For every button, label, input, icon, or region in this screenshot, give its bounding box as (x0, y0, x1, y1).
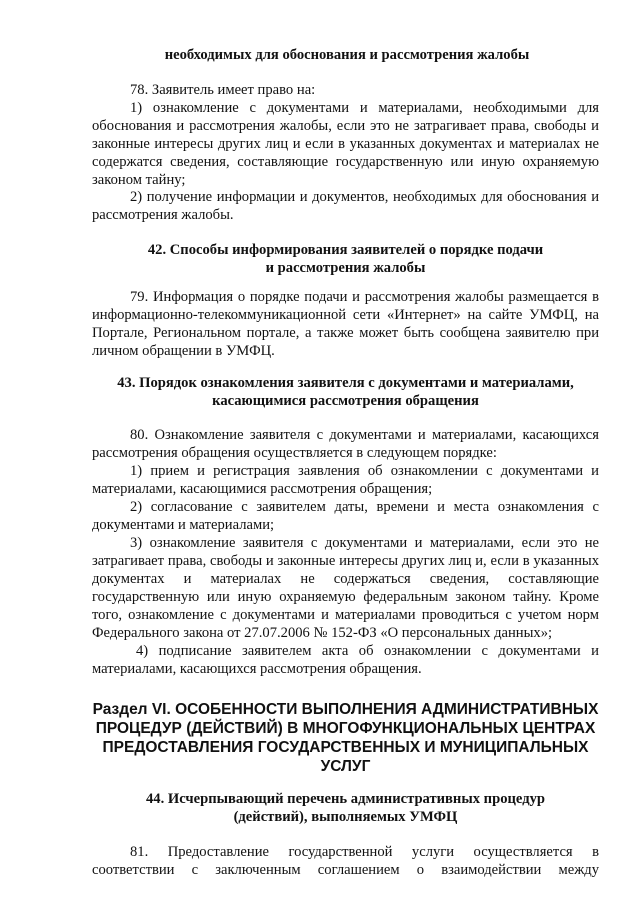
heading-42-line-2: и рассмотрения жалобы (265, 260, 426, 276)
heading-43-line-2: касающимися рассмотрения обращения (212, 393, 479, 409)
heading-43-line-1: 43. Порядок ознакомления заявителя с документами и материалами, (117, 375, 574, 391)
heading-43 (92, 374, 599, 410)
paragraph-78-intro: 78. Заявитель имеет право на: (130, 82, 316, 98)
section-6-heading (82, 700, 609, 776)
paragraph-79: 79. Информация о порядке подачи и рассмотрения жалобы размещается в информационно-телекоммуникационной сети «Интернет» на сайте УМФЦ, на Портале, Региональном портале, а также может быть сообщена заявителю при личном обращении в УМФЦ. (92, 289, 599, 359)
paragraph-81 (92, 843, 599, 879)
paragraph-78-item-2: 2) получение информации и документов, необходимых для обоснования и рассмотрения жалобы. (92, 189, 599, 223)
section-6-heading-line-2: ПРОЦЕДУР (ДЕЙСТВИЙ) В МНОГОФУНКЦИОНАЛЬНЫХ ЦЕНТРАХ (95, 720, 596, 737)
heading-44-line-1: 44. Исчерпывающий перечень административных процедур (146, 791, 545, 807)
paragraph-80-item-2: 2) согласование с заявителем даты, времени и места ознакомления с документами и материалами; (92, 499, 599, 533)
section-6-heading-line-1: Раздел VI. ОСОБЕННОСТИ ВЫПОЛНЕНИЯ АДМИНИСТРАТИВНЫХ (92, 701, 599, 718)
paragraph-80-item-1: 1) прием и регистрация заявления об ознакомлении с документами и материалами, касающимися рассмотрения обращения; (92, 463, 599, 497)
paragraph-78-item-1: 1) ознакомление с документами и материалами, необходимыми для обоснования и рассмотрения жалобы, если это не затрагивает права, свободы и законные интересы других лиц и если в указанных документах и материалах не содержатся сведения, составляющие государственную или иную охраняемую законом тайну; (92, 100, 599, 188)
paragraph-80-item-3: 3) ознакомление заявителя с документами и материалами, если это не затрагивает права, свободы и законные интересы других лиц и, если в указанных документах и материалах не содержаться сведения, составляющие государственную или иную охраняемую федеральным законом тайну. Кроме того, ознакомление с документами и материалами проводиться с учетом норм Федерального закона от 27.07.2006 № 152-ФЗ «О персональных данных»; (92, 535, 599, 641)
paragraph-81-line-1: 81. Предоставление государственной услуги осуществляется в (130, 844, 599, 860)
section-6-heading-line-3: ПРЕДОСТАВЛЕНИЯ ГОСУДАРСТВЕННЫХ И МУНИЦИПАЛЬНЫХ (102, 739, 589, 756)
heading-44 (92, 790, 599, 826)
section-6-heading-line-4: УСЛУГ (320, 758, 371, 775)
paragraph-80-intro: 80. Ознакомление заявителя с документами и материалами, касающихся рассмотрения обращения осуществляется в следующем порядке: (92, 427, 599, 461)
heading-42-line-1: 42. Способы информирования заявителей о порядке подачи (147, 242, 544, 258)
heading-44-line-2: (действий), выполняемых УМФЦ (233, 809, 458, 825)
paragraph-81-line-2: соответствии с заключенным соглашением о взаимодействии между (92, 862, 599, 878)
paragraph-80-item-4: 4) подписание заявителем акта об ознакомлении с документами и материалами, касающихся рассмотрения обращения. (92, 643, 599, 677)
heading-42 (92, 241, 599, 277)
section-heading-continued: необходимых для обоснования и рассмотрения жалобы (164, 47, 530, 63)
